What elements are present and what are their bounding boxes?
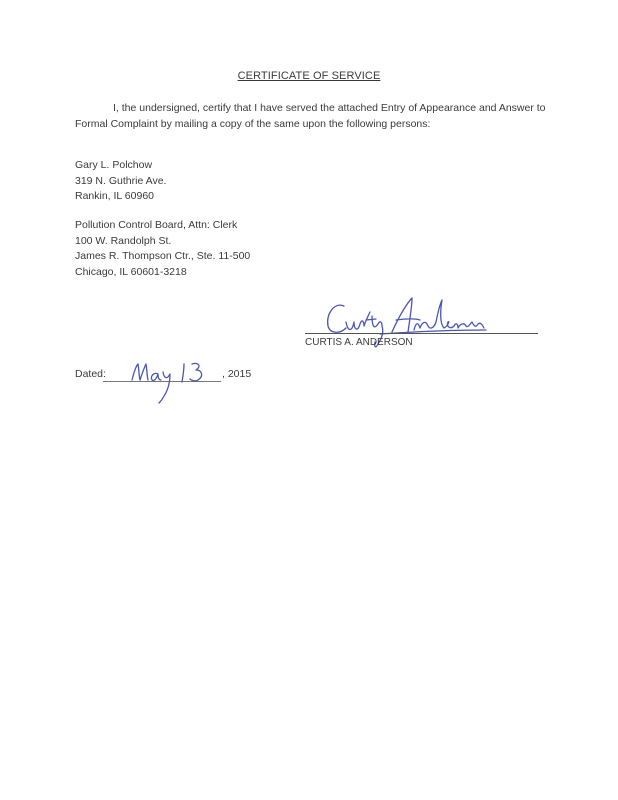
printed-signer-name: CURTIS A. ANDERSON xyxy=(305,337,413,348)
date-year: , 2015 xyxy=(222,368,252,380)
certification-paragraph xyxy=(75,100,555,132)
recipient-address-1 xyxy=(75,158,166,205)
handwritten-date xyxy=(128,358,223,404)
address-line: Gary L. Polchow xyxy=(75,159,153,171)
address-line: Rankin, IL 60960 xyxy=(75,190,155,202)
dated-label: Dated: xyxy=(75,368,106,380)
document-title: CERTIFICATE OF SERVICE xyxy=(237,70,381,82)
signature-line xyxy=(305,333,538,334)
address-line: James R. Thompson Ctr., Ste. 11-500 xyxy=(75,250,251,262)
recipient-address-2 xyxy=(75,218,250,280)
address-line: Pollution Control Board, Attn: Clerk xyxy=(75,219,238,231)
certification-text: I, the undersigned, certify that I have served the attached Entry of Appearance and Answer to Formal Complaint by mailing a copy of the same upon the following persons: xyxy=(75,102,546,130)
address-line: Chicago, IL 60601-3218 xyxy=(75,265,187,278)
address-line: 319 N. Guthrie Ave. xyxy=(75,174,167,187)
address-line: 100 W. Randolph St. xyxy=(75,234,172,247)
